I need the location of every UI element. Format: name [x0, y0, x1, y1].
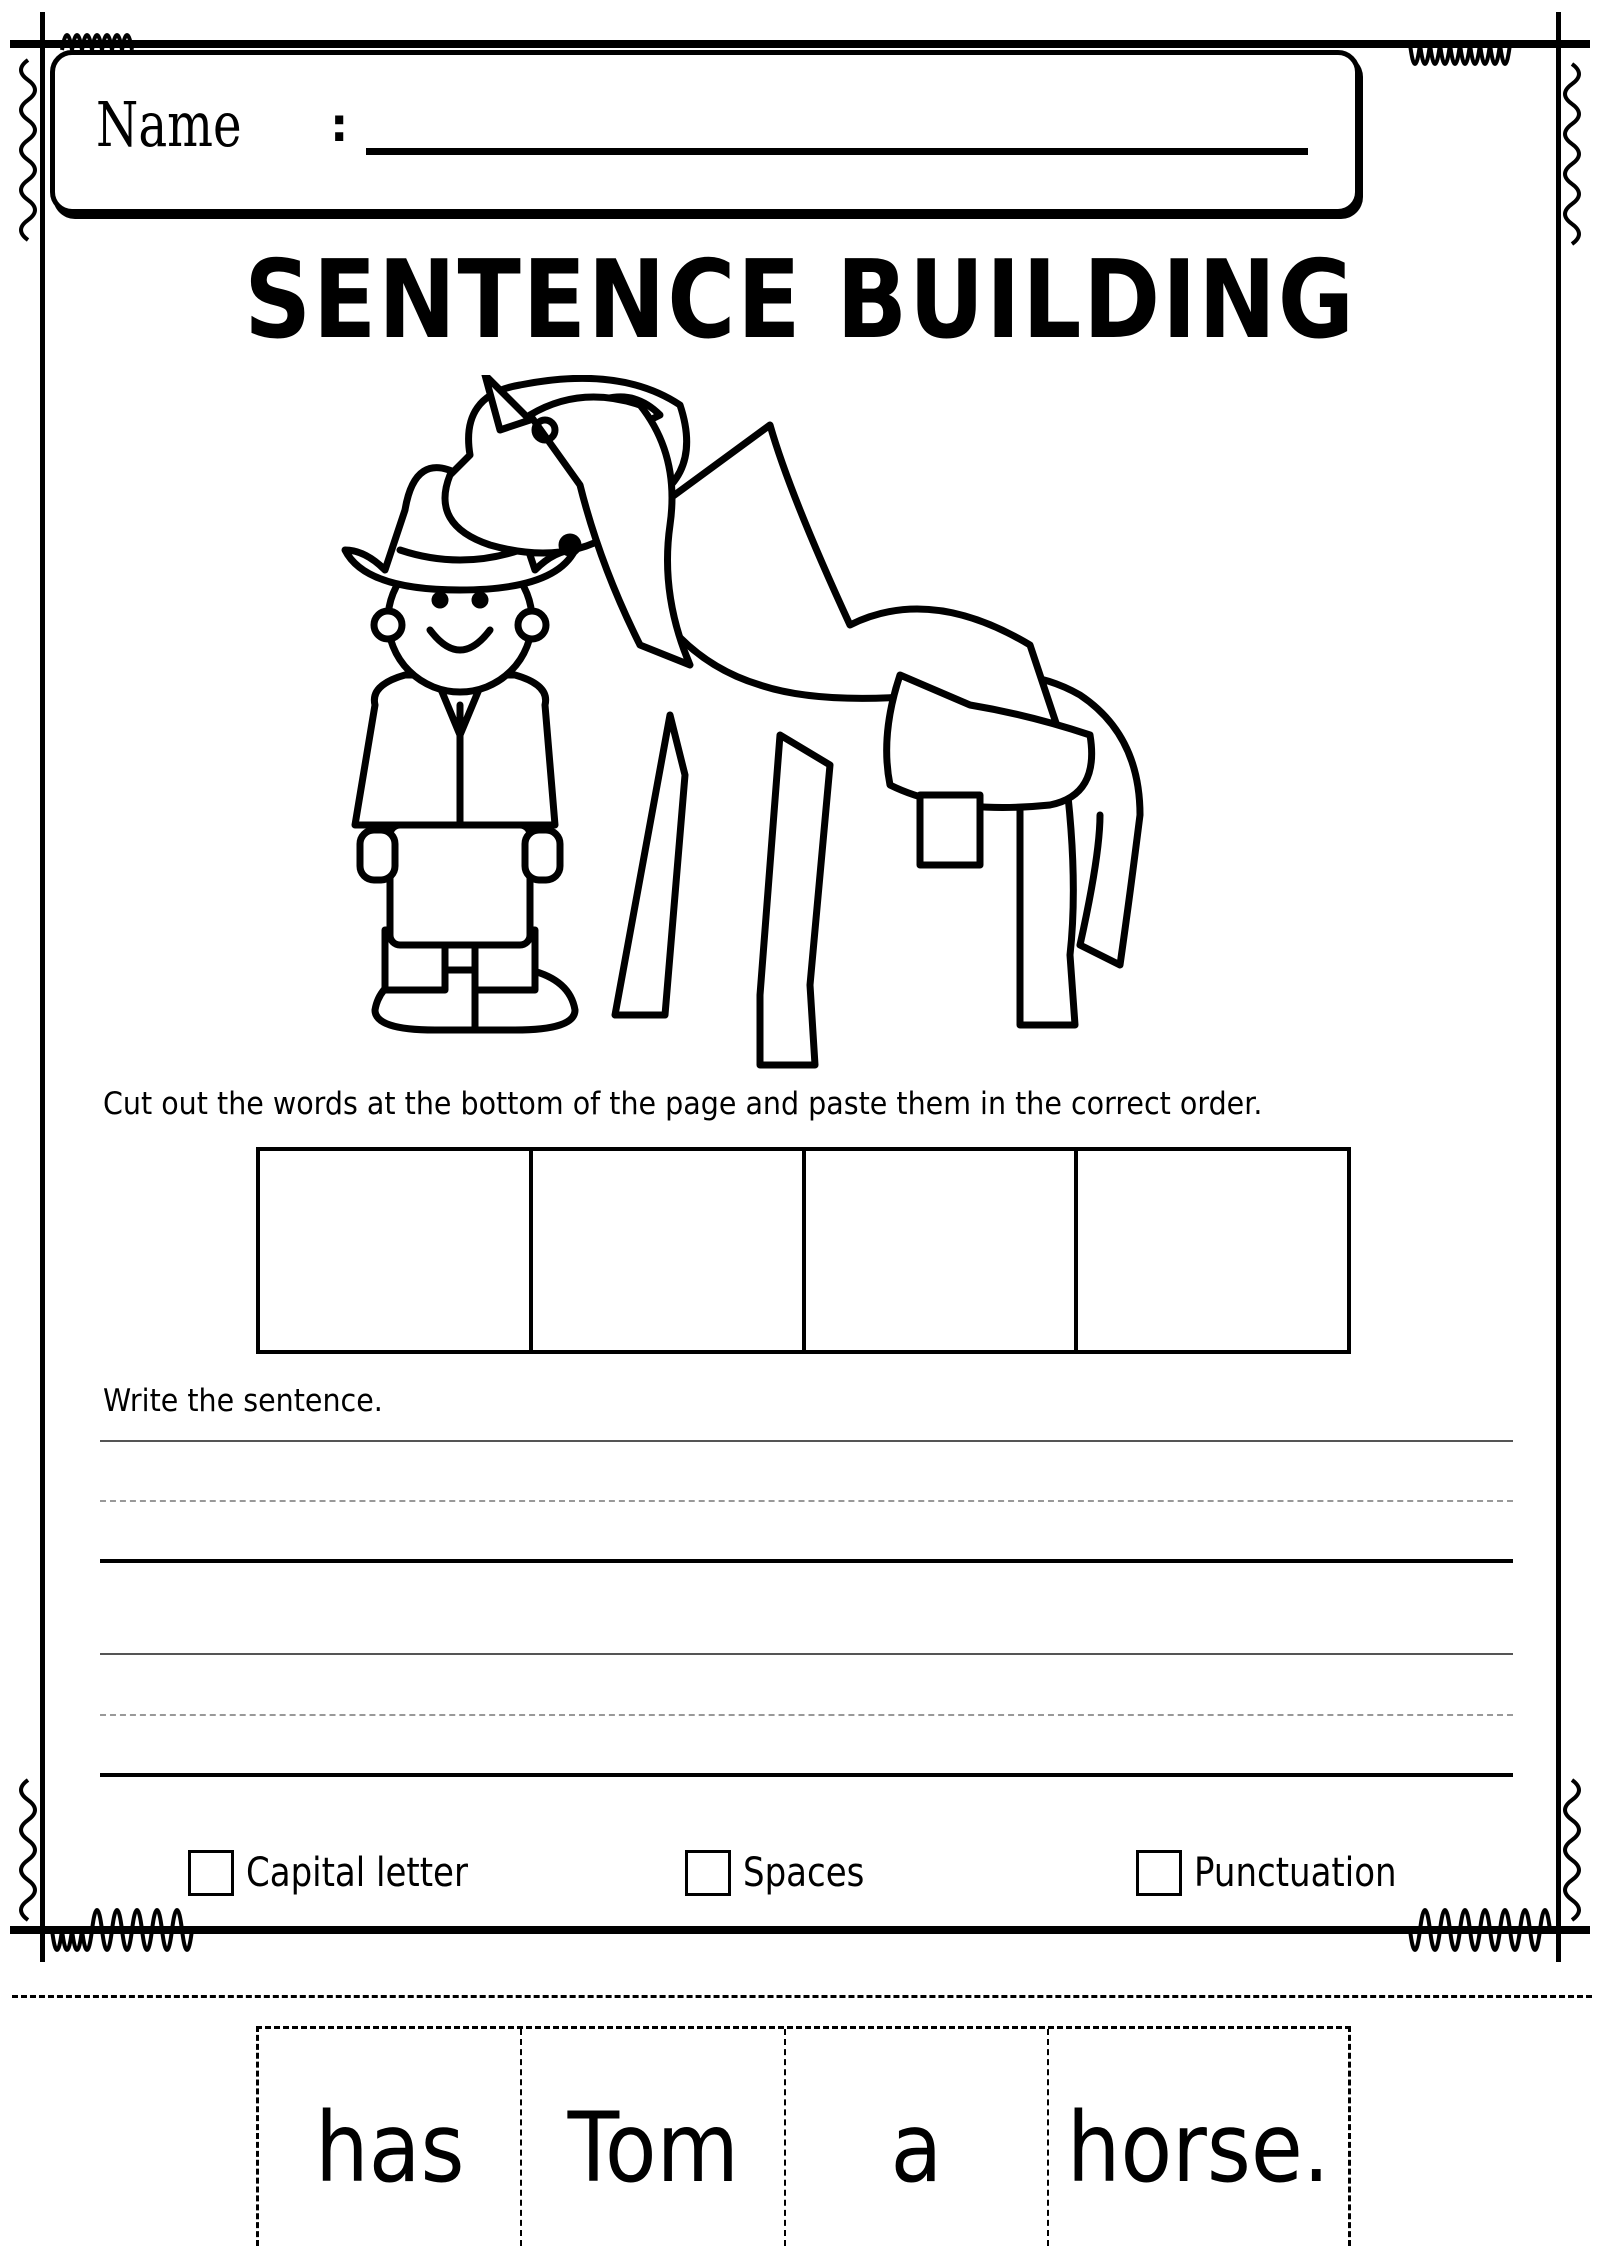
checklist-label: Punctuation [1194, 1850, 1397, 1896]
instruction-write: Write the sentence. [103, 1383, 383, 1419]
word-card-text: horse. [1067, 2091, 1331, 2204]
name-box [50, 50, 1360, 214]
squiggle-top-right [1410, 44, 1510, 64]
answer-box-4[interactable] [1078, 1151, 1347, 1350]
checklist-label: Spaces [743, 1850, 865, 1896]
writing-line-base-1 [100, 1559, 1513, 1563]
checklist-punctuation[interactable] [1136, 1850, 1432, 1896]
name-input-line[interactable] [366, 148, 1308, 155]
word-card-text: a [890, 2091, 943, 2204]
answer-box-1[interactable] [260, 1151, 533, 1350]
answer-boxes [256, 1147, 1351, 1354]
squiggle-bottom-left [52, 1910, 192, 1950]
answer-box-3[interactable] [806, 1151, 1079, 1350]
writing-line-mid-1 [100, 1500, 1513, 1502]
writing-line-base-2 [100, 1773, 1513, 1777]
squiggle-right-top [1565, 64, 1579, 244]
squiggle-top-left [62, 35, 132, 50]
checkbox[interactable] [188, 1850, 234, 1896]
squiggle-left-top [21, 60, 35, 240]
squiggle-bottom-right [1410, 1910, 1550, 1950]
name-label: Name [96, 88, 242, 161]
name-colon: : [330, 98, 349, 152]
writing-line-top-1[interactable] [100, 1440, 1513, 1442]
cowboy-horse-illustration [340, 375, 1280, 1075]
word-cards [256, 2026, 1351, 2246]
page-title: SENTENCE BUILDING [244, 238, 1356, 363]
word-card[interactable] [786, 2029, 1049, 2246]
word-card-text: Tom [567, 2091, 739, 2204]
word-card[interactable] [259, 2029, 522, 2246]
writing-line-mid-2 [100, 1714, 1513, 1716]
writing-line-top-2[interactable] [100, 1653, 1513, 1655]
checklist-capital-letter[interactable] [188, 1850, 507, 1896]
cut-line [12, 1995, 1592, 1998]
squiggle-left-bottom [21, 1780, 35, 1920]
word-card-text: has [315, 2091, 465, 2204]
word-card[interactable] [1049, 2029, 1348, 2246]
checklist-label: Capital letter [246, 1850, 468, 1896]
answer-box-2[interactable] [533, 1151, 806, 1350]
instruction-cut-paste: Cut out the words at the bottom of the page and paste them in the correct order. [103, 1086, 1263, 1122]
checkbox[interactable] [1136, 1850, 1182, 1896]
checklist-spaces[interactable] [685, 1850, 886, 1896]
squiggle-right-bottom [1565, 1780, 1579, 1920]
word-card[interactable] [522, 2029, 785, 2246]
checkbox[interactable] [685, 1850, 731, 1896]
